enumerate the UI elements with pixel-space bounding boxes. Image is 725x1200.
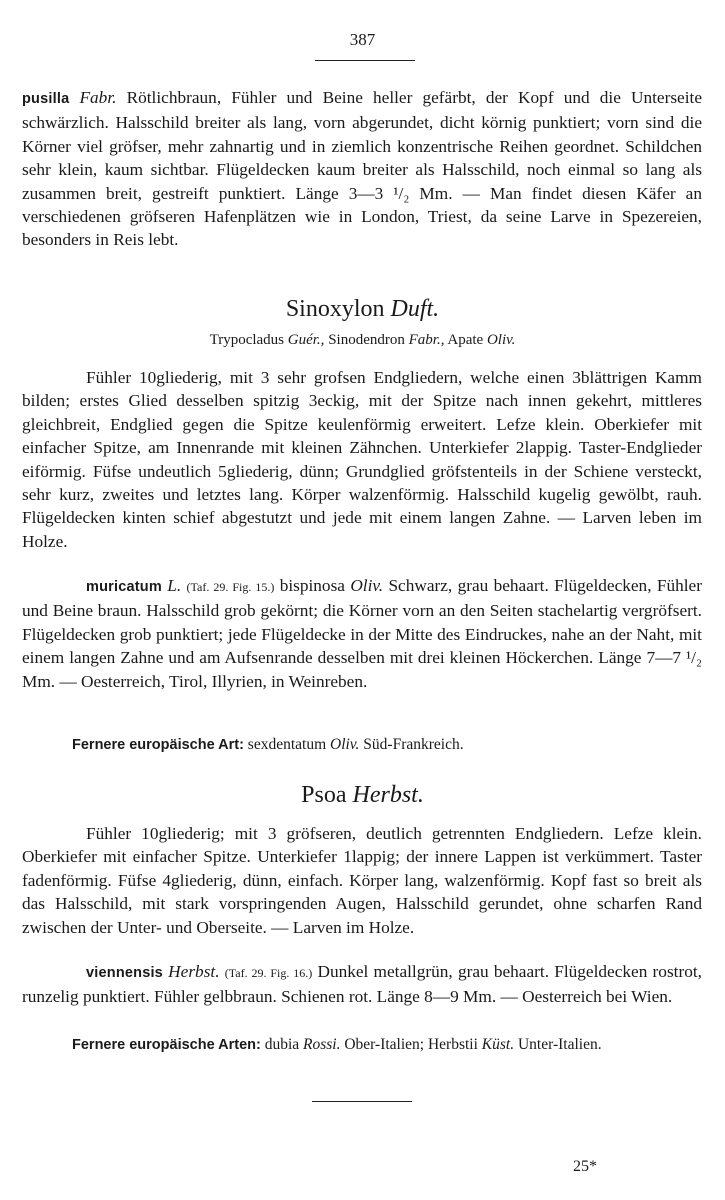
further-species-label: Fernere europäische Art: [72, 737, 244, 753]
synonym: Apate [447, 332, 484, 348]
further-species-name: sexdentatum [247, 736, 327, 753]
plate-reference: (Taf. 29. Fig. 15.) [186, 580, 275, 594]
muricatum-entry [22, 574, 702, 693]
species-name-pusilla: pusilla [22, 91, 70, 107]
synonym: Sinodendron [328, 332, 405, 348]
further-species-label: Fernere europäische Arten: [72, 1037, 261, 1053]
genus-description-sinoxylon: Fühler 10gliederig, mit 3 sehr grofsen Endgliedern, welche einen 3blättrigen Kamm bilden; erstes Glied desselben spitzig 3eckig, mit der Spitze nach innen gekehrt, mittleres gleichbreit, Endglied gegen die Spitze keulenförmig erweitert. Lefze klein. Oberkiefer mit einfacher Spitze, am Innenrande mit kleinen Zähnchen. Unterkiefer 2lappig. Taster-Endglieder eiförmig. Füfse undeutlich 5gliederig, dünn; Grundglied gröfstenteils in der Schiene versteckt, sehr kurz, zweites und letztes lang. Körper walzenförmig. Halsschild kugelig gewölbt, rauh. Flügeldecken kinten schief abgestutzt und jede mit einem langen Zahne. — Larven leben im Holze. [22, 368, 702, 551]
genus-heading-psoa [0, 782, 725, 809]
synonym-author: Guér., [287, 332, 325, 348]
further-species-name: dubia [264, 1036, 300, 1053]
synonym-author: Fabr., [408, 332, 445, 348]
genus-description-psoa: Fühler 10gliederig; mit 3 gröfseren, deutlich getrennten Endgliedern. Lefze klein. Oberkiefer mit einfacher Spitze. Unterkiefer 1lappig; der innere Lappen ist verkümmert. Taster fadenförmig. Füfse 4gliederig, dünn, einfach. Körper lang, walzenförmig. Kopf fast so breit als das Halsschild, mit stark vorspringenden Augen, Halsschild gerundet, ohne scharfen Rand zwischen der Unter- und Oberseite. — Larven im Holze. [22, 824, 702, 937]
genus-author: Duft. [390, 296, 440, 322]
species-name-muricatum: muricatum [86, 579, 162, 595]
footer-rule [312, 1101, 412, 1102]
synonym-author: Oliv. [486, 332, 516, 348]
species-author-muricatum: L. [167, 576, 182, 595]
signature-mark: 25* [573, 1158, 597, 1175]
further-species-author: Oliv. [330, 736, 360, 753]
genus-author: Herbst. [352, 782, 424, 808]
genus-name: Psoa [301, 782, 347, 808]
header-rule [315, 60, 415, 61]
species-name-viennensis: viennensis [86, 965, 163, 981]
pusilla-entry [22, 86, 702, 252]
synonym: Trypocladus [209, 332, 285, 348]
species-description-pusilla: Rötlichbraun, Fühler und Beine heller gefärbt, der Kopf und die Unterseite schwärzlich. Halsschild breiter als lang, vorn abgerundet, dicht körnig punktiert; vorn sind die Körner viel gröfser, mehr zahnartig und in ziemlich konzentrische Reihen geordnet. Schildchen sehr klein, kaum sichtbar. Flügeldecken kaum breiter als Halsschild, noch einmal so lang als zusammen breit, gestreift punktiert. Länge 3—3 ¹/₂ Mm. — Man findet diesen Käfer an verschiedenen gröfseren Hafenplätzen wie in London, Triest, da seine Larve in Spezereien, besonders in Reis lebt. [22, 88, 703, 250]
further-species-psoa [22, 1034, 704, 1056]
further-species-locality: Ober-Italien; [344, 1036, 425, 1053]
genus-name: Sinoxylon [285, 296, 385, 322]
further-species-locality: Unter-Italien. [517, 1036, 602, 1053]
further-species-author: Küst. [481, 1036, 515, 1053]
further-species-sinoxylon [72, 734, 712, 756]
species-description-viennensis: Dunkel metallgrün, grau behaart. Flügeldecken rostrot, runzelig punktiert. Fühler gelbbraun. Schienen rot. Länge 8—9 Mm. — Oesterreich bei Wien. [22, 962, 702, 1007]
species-description-muricatum: Schwarz, grau behaart. Flügeldecken, Fühler und Beine braun. Halsschild grob gekörnt; die Körner vorn an den Seiten stachelartig vergröfsert. Flügeldecken grob punktiert; jede Flügeldecke in der Mitte des Eindruckes, nahe an der Naht, mit einem langen Zahne und am Aufsenrande desselben mit drei kleinen Höckerchen. Länge 7—7 ¹/₂ Mm. — Oesterreich, Tirol, Illyrien, in Weinreben. [22, 576, 702, 691]
species-author-viennensis: Herbst. [168, 962, 220, 981]
further-species-locality: Süd-Frankreich. [363, 736, 464, 753]
further-species-name: Herbstii [427, 1036, 478, 1053]
genus-synonyms-sinoxylon [0, 332, 725, 349]
plate-reference: (Taf. 29. Fig. 16.) [224, 966, 313, 980]
synonym-bispinosa: bispinosa [279, 576, 345, 595]
further-species-author: Rossi. [303, 1036, 341, 1053]
species-author-pusilla: Fabr. [79, 88, 117, 107]
page-number: 387 [349, 30, 376, 49]
genus-heading-sinoxylon [0, 296, 725, 323]
synonym-author: Oliv. [350, 576, 384, 595]
viennensis-entry [22, 960, 702, 1009]
